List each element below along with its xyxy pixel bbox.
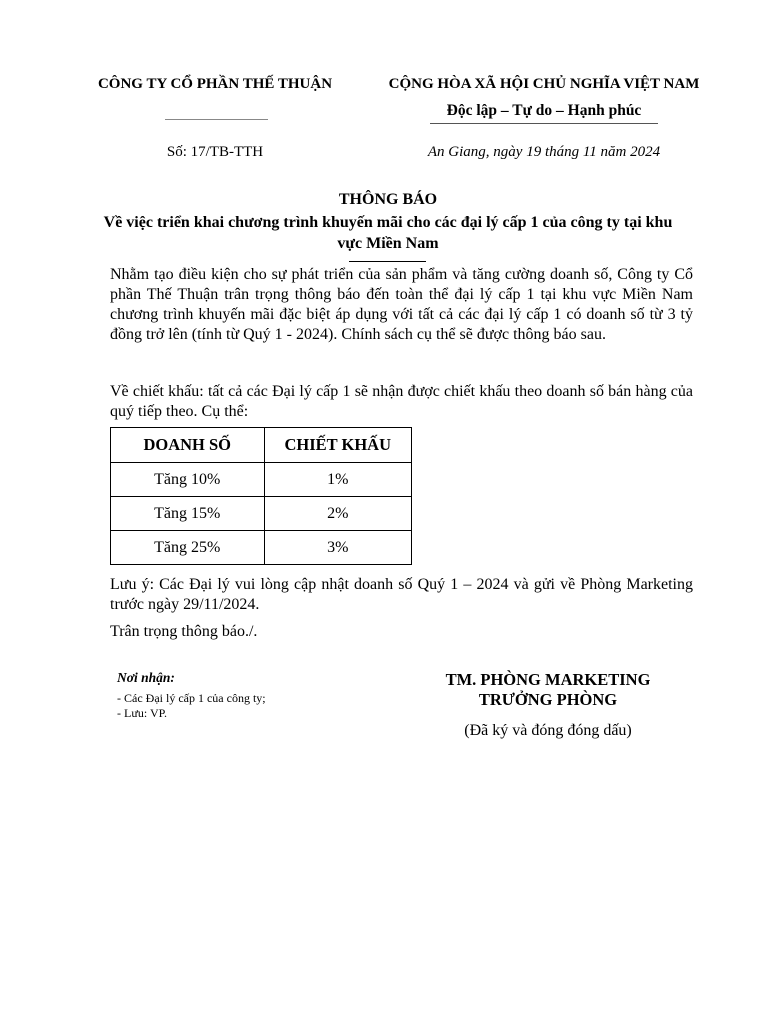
discount-cell: 1% (264, 463, 412, 497)
title-underline (349, 261, 426, 262)
document-title: THÔNG BÁO (338, 191, 438, 208)
nation-name: CỘNG HÒA XÃ HỘI CHỦ NGHĨA VIỆT NAM (388, 76, 700, 92)
signatory-department: TM. PHÒNG MARKETING (445, 670, 651, 689)
place-and-date: An Giang, ngày 19 tháng 11 năm 2024 (427, 144, 661, 160)
discount-cell: 2% (264, 497, 412, 531)
revenue-cell: Tăng 10% (111, 463, 265, 497)
document-number: Số: 17/TB-TTH (166, 144, 264, 160)
table-row (111, 463, 412, 497)
signature-note: (Đã ký và đóng đóng dấu) (464, 722, 632, 739)
discount-cell: 3% (264, 531, 412, 565)
discount-table (110, 427, 412, 565)
discount-paragraph: Về chiết khấu: tất cả các Đại lý cấp 1 sẽ nhận được chiết khấu theo doanh số bán hàng của quý tiếp theo. Cụ thể: (110, 383, 693, 420)
column-header-revenue: DOANH SỐ (111, 428, 265, 463)
recipients-title: Nơi nhận: (117, 670, 175, 685)
intro-paragraph: Nhằm tạo điều kiện cho sự phát triển của sản phẩm và tăng cường doanh số, Công ty Cổ phần Thế Thuận trân trọng thông báo đến toàn thể đại lý cấp 1 tại khu vực Miền Nam chương trình khuyến mãi đặc biệt áp dụng với tất cả các đại lý cấp 1 có doanh số từ 3 tỷ đồng trở lên (tính từ Quý 1 - 2024). Chính sách cụ thể sẽ được thông báo sau. (110, 266, 693, 343)
revenue-cell: Tăng 25% (111, 531, 265, 565)
recipient-item: - Lưu: VP. (117, 706, 167, 720)
signatory-title: TRƯỞNG PHÒNG (478, 690, 618, 709)
document-subtitle: Về việc triển khai chương trình khuyến mãi cho các đại lý cấp 1 của công ty tại khu vực Miền Nam (103, 214, 673, 252)
recipient-item: - Các Đại lý cấp 1 của công ty; (117, 691, 266, 705)
table-row (111, 497, 412, 531)
company-name: CÔNG TY CỔ PHẦN THẾ THUẬN (97, 76, 333, 92)
table-row (111, 531, 412, 565)
note-paragraph: Lưu ý: Các Đại lý vui lòng cập nhật doanh số Quý 1 – 2024 và gửi về Phòng Marketing trước ngày 29/11/2024. (110, 576, 693, 613)
table-header-row (111, 428, 412, 463)
column-header-discount: CHIẾT KHẤU (264, 428, 412, 463)
company-name-underline (165, 119, 268, 120)
revenue-cell: Tăng 15% (111, 497, 265, 531)
national-motto: Độc lập – Tự do – Hạnh phúc (446, 102, 642, 119)
closing-line: Trân trọng thông báo./. (110, 623, 258, 640)
motto-underline (430, 123, 658, 124)
